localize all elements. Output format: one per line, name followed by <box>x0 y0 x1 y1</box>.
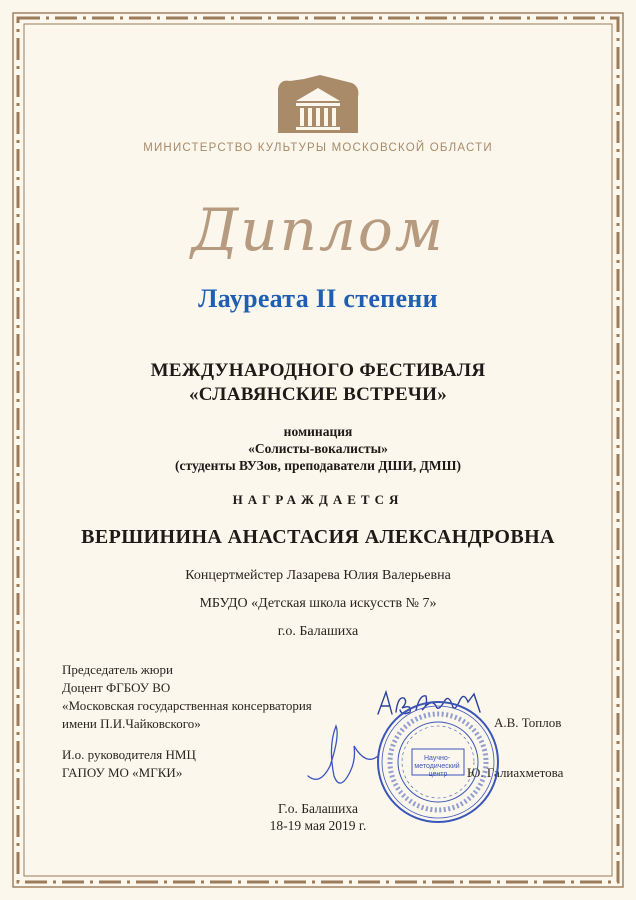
footer-date: 18-19 мая 2019 г. <box>269 818 367 833</box>
recipient-name: ВЕРШИНИНА АНАСТАСИЯ АЛЕКСАНДРОВНА <box>81 526 555 548</box>
jury-line-3: «Московская государственная консерватория <box>62 698 312 713</box>
school-name: МБУДО «Детская школа искусств № 7» <box>199 596 437 611</box>
jury-signer-name: А.В. Топлов <box>494 715 562 730</box>
footer-place: Г.о. Балашиха <box>278 801 358 816</box>
nomination-name: «Солисты-вокалисты» <box>248 441 388 456</box>
awarded-label: НАГРАЖДАЕТСЯ <box>232 492 404 507</box>
nmc-line-1: И.о. руководителя НМЦ <box>62 747 196 762</box>
nomination-detail: (студенты ВУЗов, преподаватели ДШИ, ДМШ) <box>175 458 461 473</box>
jury-block <box>62 661 312 733</box>
jury-line-2: Доцент ФГБОУ ВО <box>62 680 171 695</box>
nmc-line-2: ГАПОУ МО «МГКИ» <box>62 765 183 780</box>
ministry-name: МИНИСТЕРСТВО КУЛЬТУРЫ МОСКОВСКОЙ ОБЛАСТИ <box>143 142 493 154</box>
city: г.о. Балашиха <box>277 624 359 639</box>
nomination-label: номинация <box>283 424 353 439</box>
diploma-title: Диплом <box>191 196 445 264</box>
jury-line-1: Председатель жюри <box>62 662 173 677</box>
stamp-center-text: Научно- методический центр <box>414 755 460 778</box>
accompanist: Концертмейстер Лазарева Юлия Валерьевна <box>185 568 451 583</box>
ministry-building-logo <box>274 75 362 133</box>
festival-line-1: МЕЖДУНАРОДНОГО ФЕСТИВАЛЯ <box>150 360 486 381</box>
laureate-degree: Лауреата II степени <box>198 284 438 313</box>
nmc-block <box>62 746 196 782</box>
festival-line-2: «СЛАВЯНСКИЕ ВСТРЕЧИ» <box>188 384 448 405</box>
nmc-signer-name: Ю. Галиахметова <box>467 765 564 780</box>
jury-line-4: имени П.И.Чайковского» <box>62 716 201 731</box>
